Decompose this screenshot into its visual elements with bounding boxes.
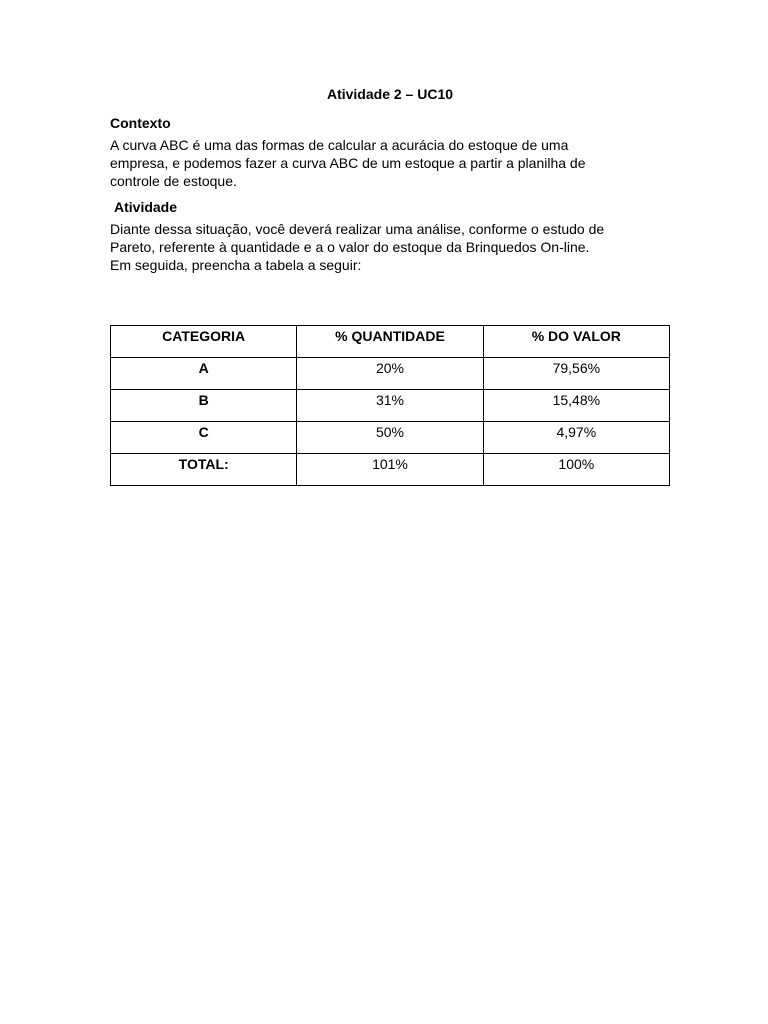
context-heading: Contexto (110, 115, 171, 131)
row-quantity: 20% (297, 358, 483, 390)
context-paragraph (110, 136, 670, 190)
header-valor: % DO VALOR (483, 326, 669, 358)
row-category: C (111, 422, 297, 454)
context-line: controle de estoque. (110, 173, 237, 189)
table-header-row (111, 326, 670, 358)
context-line: A curva ABC é uma das formas de calcular a acurácia do estoque de uma (110, 137, 569, 153)
activity-line: Em seguida, preencha a tabela a seguir: (110, 257, 362, 273)
activity-line: Pareto, referente à quantidade e a o valor do estoque da Brinquedos On-line. (110, 239, 590, 255)
row-category: B (111, 390, 297, 422)
table-row (111, 358, 670, 390)
row-value: 4,97% (483, 422, 669, 454)
context-line: empresa, e podemos fazer a curva ABC de um estoque a partir a planilha de (110, 155, 586, 171)
document-page (110, 84, 670, 282)
row-value: 100% (483, 454, 669, 486)
table-total-row (111, 454, 670, 486)
row-quantity: 31% (297, 390, 483, 422)
table-row (111, 422, 670, 454)
activity-line: Diante dessa situação, você deverá realizar uma análise, conforme o estudo de (110, 221, 605, 237)
activity-heading: Atividade (114, 199, 178, 215)
abc-table (110, 325, 670, 486)
row-quantity: 50% (297, 422, 483, 454)
header-categoria: CATEGORIA (111, 326, 297, 358)
row-value: 15,48% (483, 390, 669, 422)
table-row (111, 390, 670, 422)
row-value: 79,56% (483, 358, 669, 390)
row-category: TOTAL: (111, 454, 297, 486)
row-category: A (111, 358, 297, 390)
header-quantidade: % QUANTIDADE (297, 326, 483, 358)
row-quantity: 101% (297, 454, 483, 486)
document-title: Atividade 2 – UC10 (326, 86, 454, 102)
activity-paragraph (110, 220, 670, 274)
